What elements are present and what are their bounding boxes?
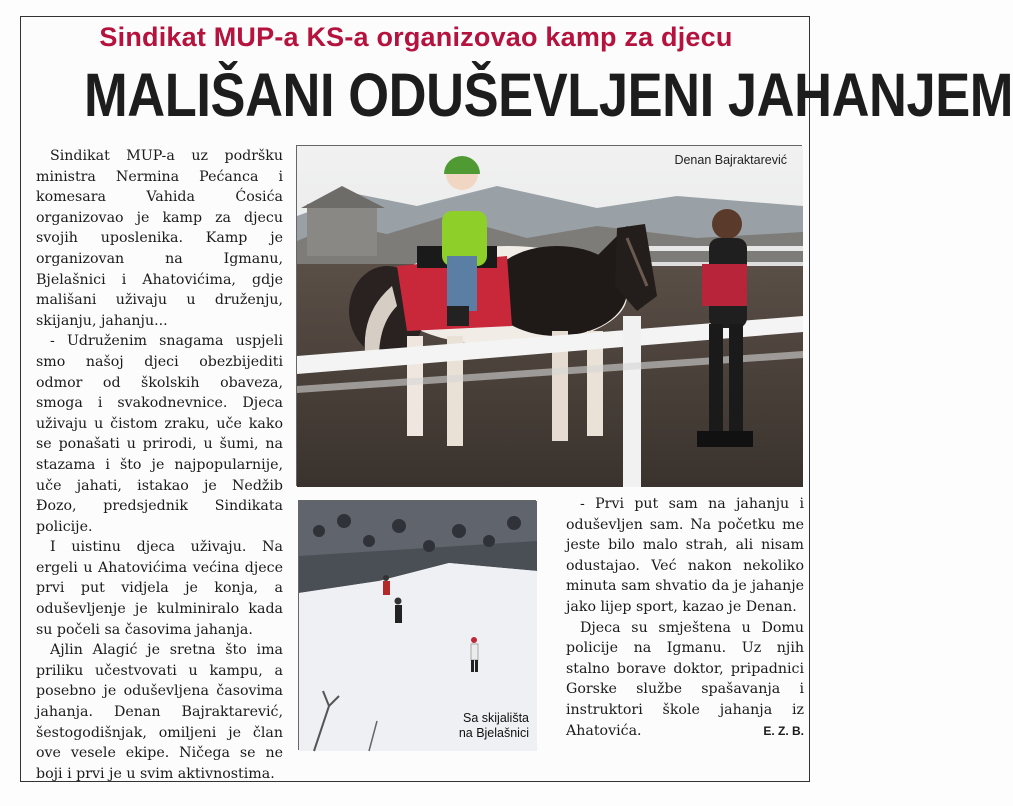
paragraph-accommodation <box>566 618 804 742</box>
paragraph-intro: Sindikat MUP-a uz podršku ministra Nermina Pećanca i komesara Vahida Ćosića organizovao je kamp za djecu svojih uposlenika. Kamp je organizovan na Igmanu, Bjelašnici i Ahatovićima, gdje mališani uživaju u druženju, skijanju, jahanju... <box>36 148 283 329</box>
caption-line-2: na Bjelašnici <box>458 726 529 740</box>
photo-ski-slope <box>298 500 536 750</box>
paragraph-accommodation-text: Djeca su smještena u Domu policije na Igmanu. Uz njih stalno borave doktor, pripadnici Gorske službe spašavanja i instruktori škole jahanja iz Ahatovića. <box>566 619 804 739</box>
article-right-column <box>566 494 804 741</box>
photo-credit: Denan Bajraktarević <box>674 153 787 167</box>
article-kicker: Sindikat MUP-a KS-a organizovao kamp za djecu <box>99 22 733 52</box>
paragraph-denan-quote: - Prvi put sam na jahanju i oduševljen sam. Na početku me jeste bilo malo strah, ali nisam odustajao. Već nakon nekoliko minuta sam shvatio da je jahanje jako lijep sport, kazao je Denan. <box>566 496 804 615</box>
paragraph-ajlin: Ajlin Alagić je sretna što ima priliku učestvovati u kampu, a posebno je oduševljena časovima jahanja. Denan Bajraktarević, šestogodišnjak, omiljeni je član ove vesele ekipe. Ničega se ne boji i prvi je u svim aktivnostima. <box>36 642 283 782</box>
author-signature: E. Z. B. <box>763 723 804 738</box>
caption-line-1: Sa skijališta <box>463 711 529 725</box>
photo-horse-riding <box>296 145 802 486</box>
article-left-column <box>36 146 283 784</box>
article-headline: MALIŠANI ODUŠEVLJENI JAHANJEM <box>84 61 1013 129</box>
paragraph-quote-dozo: - Udruženim snagama uspjeli smo našoj djeci obezbijediti odmor od školskih obaveza, smoga i svakodnevnice. Djeca uživaju u čistom zraku, uče kako se ponašati u prirodi, u šumi, na stazama i što je najpopularnije, uče jahati, istakao je Nedžib Đozo, predsjednik Sindikata policije. <box>36 333 283 535</box>
paragraph-ahatovici: I uistinu djeca uživaju. Na ergeli u Ahatovićima većina djece prvi put vidjela je konja, a oduševljenje je kulminiralo kada su počeli sa časovima jahanja. <box>36 539 283 638</box>
photo-ski-caption <box>459 711 529 741</box>
